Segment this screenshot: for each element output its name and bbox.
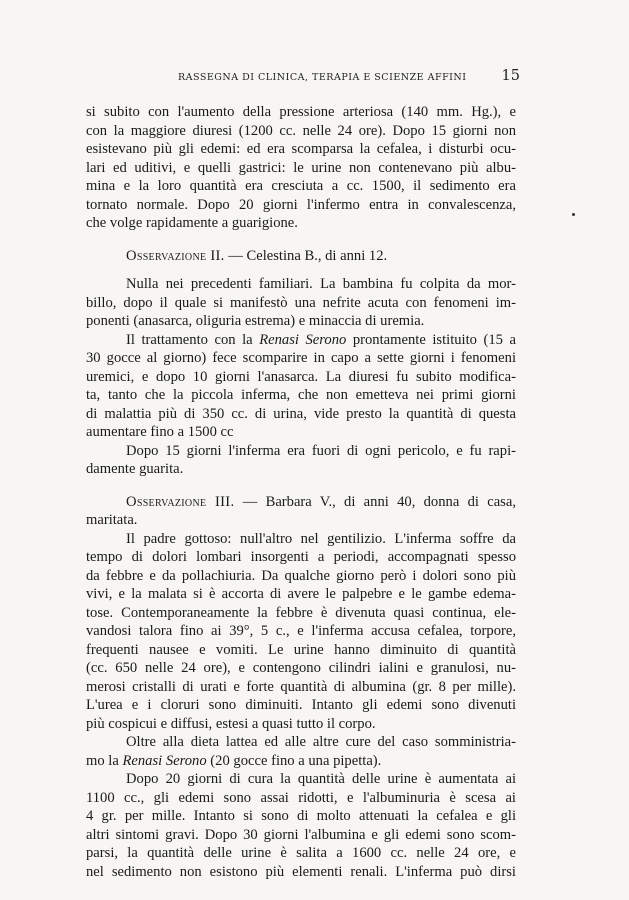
observation-heading [86, 247, 516, 266]
product-name: Renasi Serono [122, 752, 207, 769]
observation-label: Osservazione II. [126, 247, 225, 264]
text-line: esistevano più gli edemi: ed era scomparsa la cefalea, i disturbi ocu- [86, 141, 516, 157]
text-line: tose. Contemporaneamente la febbre è divenuta quasi continua, ele- [86, 604, 516, 621]
text-line: nel sedimento non esistono più elementi renali. L'inferma può dirsi [86, 863, 516, 880]
text-line: vivi, e la malata si è accorta di avere le palpebre e le gambe edema- [86, 586, 516, 602]
text-line: Il padre gottoso: null'altro nel gentilizio. L'inferma soffre da [126, 530, 516, 547]
text-line: Dopo 15 giorni l'inferma era fuori di ogni pericolo, e fu rapi- [126, 442, 516, 459]
text-line: ta, tanto che la piccola inferma, che non emetteva nei primi giorni [86, 387, 516, 403]
text-line: Il trattamento con la Renasi Serono prontamente istituito (15 a [126, 331, 516, 348]
text-line: Dopo 20 giorni di cura la quantità delle urine è aumentata ai [126, 771, 516, 787]
text-line: 1100 cc., gli edemi sono assai ridotti, e l'albuminuria è scesa ai [86, 789, 516, 806]
text-line: aumentare fino a 1500 cc [86, 424, 234, 440]
observation-subject-cont: maritata. [86, 512, 138, 528]
body-text [86, 103, 516, 881]
product-name: Renasi Serono [259, 331, 347, 348]
header-title: RASSEGNA DI CLINICA, TERAPIA E SCIENZE AFFINI [178, 72, 467, 83]
text-line: Oltre alla dieta lattea ed alle altre cure del caso somministria- [126, 734, 516, 750]
text-line: tempo di dolori lombari insorgenti a periodi, accompagnati spesso [86, 549, 516, 565]
text-line: L'urea e i cloruri sono diminuiti. Intanto gli edemi sono divenuti [86, 697, 516, 713]
text-line: da febbre e da pollachiuria. Da qualche giorno però i dolori sono più [86, 567, 516, 584]
ink-speck [572, 213, 575, 216]
text-line: si subito con l'aumento della pressione arteriosa (140 mm. Hg.), e [86, 104, 516, 120]
text-line: damente guarita. [86, 461, 184, 477]
page-number: 15 [501, 68, 520, 84]
text-line: uremici, e dopo 10 giorni l'anasarca. La diuresi fu subito modifica- [86, 368, 516, 385]
text-line: billo, dopo il quale si manifestò una nefrite acuta con fenomeni im- [86, 294, 516, 311]
text-line: lari ed uditivi, e quelli gastrici: le urine non contenevano più albu- [86, 159, 516, 176]
text-line: ponenti (anasarca, oliguria estrema) e minaccia di uremia. [86, 313, 425, 329]
text-line: Nulla nei precedenti familiari. La bambina fu colpita da mor- [126, 276, 516, 292]
text-line: merosi cristalli di urati e forte quantità di albumina (gr. 8 per mille). [86, 678, 516, 695]
running-header [124, 70, 520, 90]
text-line: che volge rapidamente a guarigione. [86, 215, 298, 231]
text-line: mo la Renasi Serono (20 gocce fino a una pipetta). [86, 752, 382, 769]
text-line: parsi, la quantità delle urine è salita a 1600 cc. nelle 24 ore, e [86, 845, 516, 861]
text-line: 30 gocce al giorno) fece scomparire in capo a sette giorni i fenomeni [86, 350, 516, 366]
observation-heading [86, 493, 516, 512]
text-line: mina e la loro quantità era cresciuta a cc. 1500, il sedimento era [86, 178, 516, 194]
text-line: con la maggiore diuresi (1200 cc. nelle 24 ore). Dopo 15 giorni non [86, 122, 516, 139]
observation-subject: — Barbara V., di anni 40, donna di casa, [234, 493, 516, 510]
text-line: tornato normale. Dopo 20 giorni l'infermo entra in convalescenza, [86, 196, 516, 213]
text-line: vandosi talora fino ai 39°, 5 c., e l'inferma accusa cefalea, torpore, [86, 623, 516, 639]
observation-label: Osservazione III. [126, 493, 235, 510]
observation-subject: — Celestina B., di anni 12. [224, 247, 388, 264]
text-line: più cospicui e diffusi, estesi a quasi tutto il corpo. [86, 715, 376, 732]
text-line: frequenti nausee e vomiti. Le urine hanno diminuito di quantità [86, 641, 516, 658]
text-line: altri sintomi gravi. Dopo 30 giorni l'albumina e gli edemi sono scom- [86, 826, 516, 843]
text-line: di malattia più di 350 cc. di urina, vide presto la quantità di questa [86, 405, 516, 422]
text-line: 4 gr. per mille. Intanto si sono di molto attenuati la cefalea e gli [86, 808, 516, 824]
text-line: (cc. 650 nelle 24 ore), e contengono cilindri ialini e granulosi, nu- [86, 660, 516, 676]
